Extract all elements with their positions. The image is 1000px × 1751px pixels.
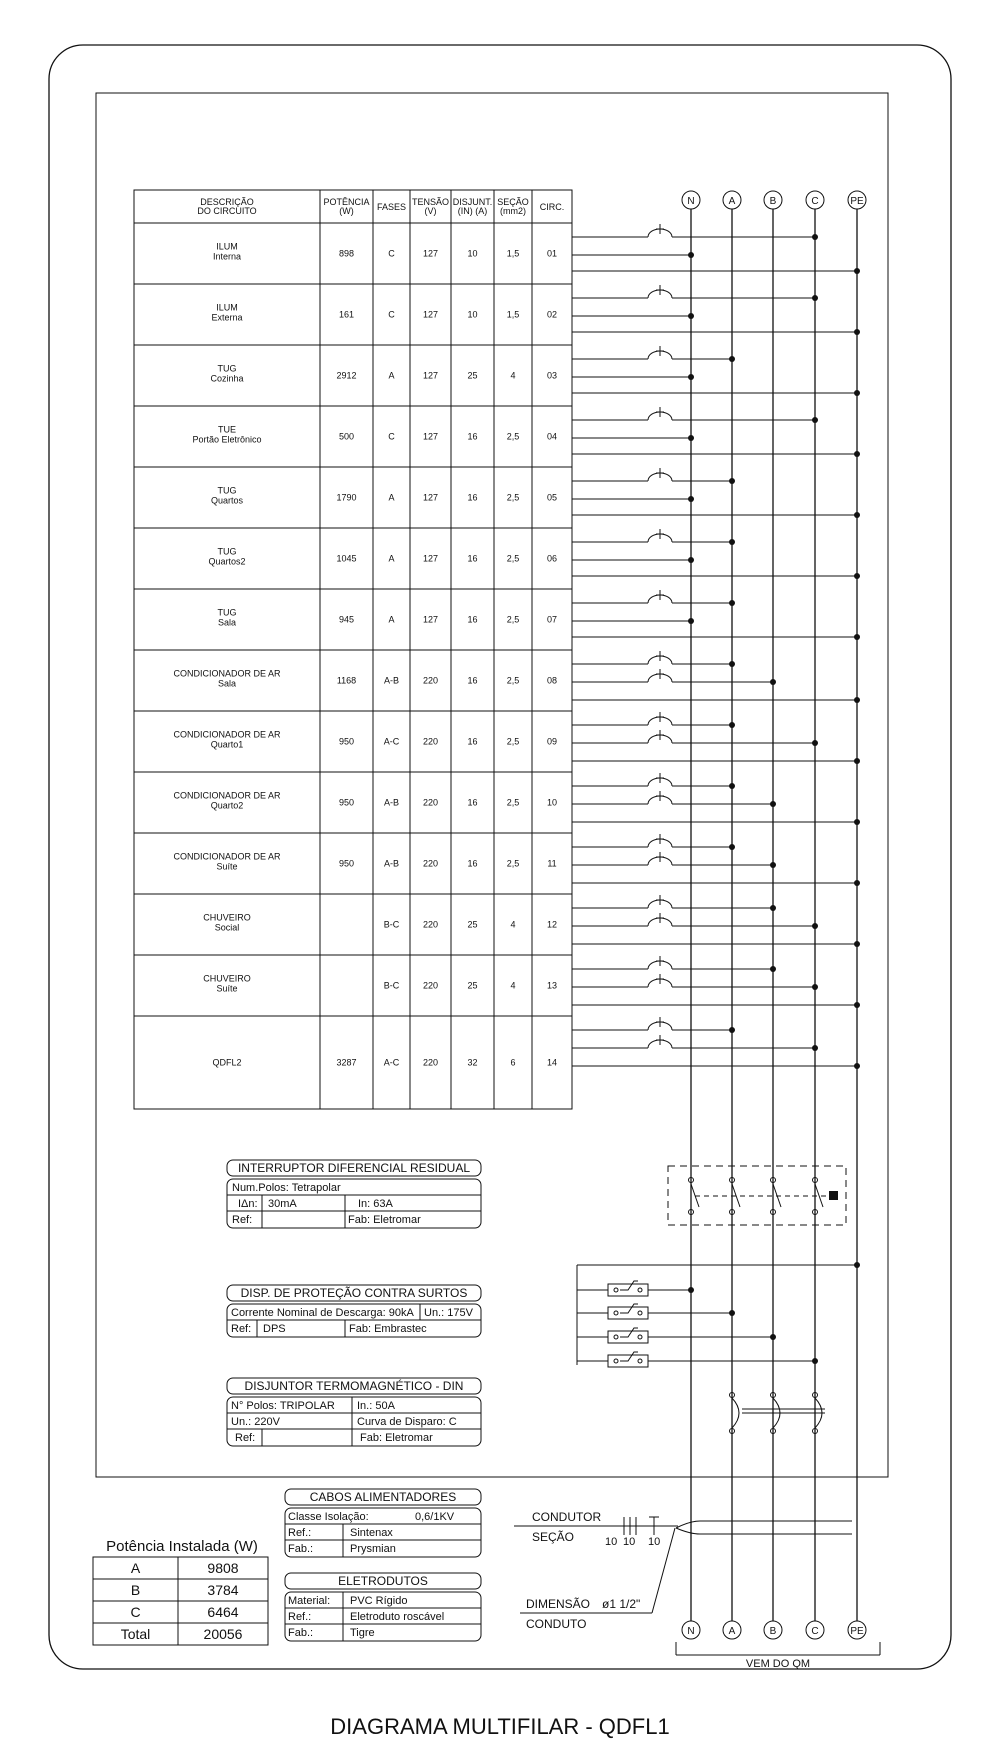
bus-label-top: B [769,196,777,207]
circuit-circ: 14 [546,1057,558,1068]
circuit-disj: 16 [467,675,478,686]
circuit-disj: 16 [467,736,478,747]
circuit-circ: 07 [546,614,558,625]
breaker-spec-box [227,1378,481,1446]
bus-junction [854,634,860,640]
cabos-ref: Sintenax [350,1527,393,1539]
table-header-l1: SEÇÃO [497,197,529,207]
breaker-arc [732,1398,739,1428]
circuit-tensao: 220 [422,1057,439,1068]
eletrodutos-fab: Tigre [350,1627,375,1639]
circuit-pot: 950 [338,858,355,869]
bus-junction [812,1358,818,1364]
cabos-spec-box [285,1489,481,1557]
bus-junction [729,600,735,606]
feeder-annotations [514,1510,880,1670]
circuit-secao: 2,5 [506,675,520,686]
table-header-l2: (IN) (A) [457,206,488,216]
potencia-fase: A [130,1560,141,1576]
circuit-desc-l2: Quartos2 [208,556,246,567]
bus-junction [812,740,818,746]
bus-junction [854,1262,860,1268]
circuit-desc-l2: Sala [217,678,237,689]
circuit-pot: 950 [338,736,355,747]
bus-label-bottom: N [687,1626,695,1637]
circuit-desc-l1: TUG [217,485,237,496]
circuit-fases: C [388,431,395,442]
circuit-desc-l2: Sala [217,617,237,628]
circuit-desc-l2: Cozinha [210,373,244,384]
circuit-pot: 898 [338,248,355,259]
circuit-desc-l2: Interna [212,251,242,262]
cabos-ref-label: Ref.: [288,1527,312,1539]
dps-terminal [638,1288,642,1292]
circuit-disj: 16 [467,614,478,625]
idr-in: In: 63A [358,1198,393,1210]
bus-junction [770,905,776,911]
bus-junction [812,417,818,423]
bus-junction [854,697,860,703]
circuit-tensao: 127 [422,614,439,625]
bus-junction [812,295,818,301]
circuit-desc-l2: Quarto1 [210,739,244,750]
circuit-secao: 4 [510,370,516,381]
bus-junction [688,1287,694,1293]
circuit-tensao: 220 [422,858,439,869]
circuit-disj: 25 [467,980,478,991]
bus-junction [729,1310,735,1316]
circuit-secao: 1,5 [506,248,520,259]
circuit-disj: 25 [467,370,478,381]
circuit-desc-l1: CONDICIONADOR DE AR [173,790,281,801]
idr-fab: Fab: Eletromar [348,1214,421,1226]
circuit-fases: A [388,370,395,381]
circuit-disj: 10 [467,309,478,320]
secao-size-2: 10 [623,1536,636,1548]
circuit-fases: A [388,614,395,625]
circuit-fases: A [388,553,395,564]
circuit-pot: 950 [338,797,355,808]
eletrodutos-ref: Eletroduto roscável [350,1611,445,1623]
dps-corrente: Corrente Nominal de Descarga: 90kA [231,1307,414,1319]
circuit-secao: 2,5 [506,858,520,869]
circuit-circ: 12 [546,919,558,930]
circuit-circ: 01 [546,248,558,259]
circuit-tensao: 220 [422,797,439,808]
circuit-fases: A-B [383,797,400,808]
dps-spec-box [227,1285,481,1337]
circuit-fases: A-C [383,1057,400,1068]
dps-ref: DPS [263,1323,286,1335]
table-header-l1: DISJUNT. [452,197,493,207]
bus-junction [729,661,735,667]
circuit-disj: 16 [467,797,478,808]
dps-terminal [614,1359,618,1363]
eletrodutos-spec-box [285,1573,481,1641]
potencia-instalada [93,1538,268,1645]
circuit-desc-l2: Suíte [216,983,238,994]
idr-polos: Num.Polos: Tetrapolar [232,1182,341,1194]
circuit-desc-l2: Externa [211,312,243,323]
table-header-l1: POTÊNCIA [323,197,370,207]
circuit-secao: 1,5 [506,309,520,320]
main-breaker-symbol [730,1393,826,1434]
circuit-secao: 6 [510,1057,516,1068]
circuit-secao: 2,5 [506,614,520,625]
dps-varistor [620,1304,638,1313]
bus-junction [854,329,860,335]
circuit-fases: A [388,492,395,503]
potencia-valor: 20056 [203,1626,243,1642]
cabos-fab: Prysmian [350,1543,396,1555]
circuit-pot: 161 [338,309,355,320]
bus-label-top: C [811,196,819,207]
bus-junction [729,783,735,789]
circuit-desc-l1: CHUVEIRO [203,912,251,923]
circuit-disj: 16 [467,858,478,869]
vem-do-qm-label: VEM DO QM [745,1658,811,1670]
dps-varistor [620,1352,638,1361]
bus-label-top: PE [850,196,864,207]
circuit-tensao: 127 [422,492,439,503]
circuit-desc-l1: ILUM [216,241,238,252]
idr-ref-label: Ref: [232,1214,253,1226]
bus-junction [770,862,776,868]
bus-junction [854,758,860,764]
circuit-desc-l1: CHUVEIRO [203,973,251,984]
circuit-circ: 11 [547,858,557,869]
circuit-fases: B-C [383,919,400,930]
bus-junction [688,618,694,624]
circuit-tensao: 127 [422,431,439,442]
circuit-desc-l1: ILUM [216,302,238,313]
eletrodutos-fab-label: Fab.: [288,1627,314,1639]
idr-idn-label: IΔn: [238,1198,258,1210]
bus-label-bottom: C [811,1626,819,1637]
bus-junction [770,966,776,972]
circuit-desc-l1: TUG [217,546,237,557]
breaker-un: Un.: 220V [231,1416,280,1428]
dps-symbols [577,1262,860,1367]
bus-junction [688,435,694,441]
circuit-desc-l1: QDFL2 [212,1057,242,1068]
bus-junction [854,880,860,886]
panel-frame [96,93,888,1477]
cabos-title: CABOS ALIMENTADORES [309,1490,457,1504]
dps-terminal [614,1335,618,1339]
table-header-l1: TENSÃO [411,197,450,207]
cabos-fab-label: Fab.: [288,1543,314,1555]
bus-junction [770,1334,776,1340]
circuit-disj: 16 [467,431,478,442]
breaker-curva: Curva de Disparo: C [357,1416,457,1428]
bus-junction [854,819,860,825]
breaker-polos: N° Polos: TRIPOLAR [231,1400,335,1412]
bus-junction [854,512,860,518]
dimensao-value: ø1 1/2" [602,1597,641,1611]
circuit-pot: 1045 [336,553,357,564]
idr-symbol [668,1166,846,1225]
circuit-desc-l1: TUG [217,363,237,374]
circuit-circ: 04 [546,431,558,442]
eletrodutos-material: PVC Rígido [350,1595,408,1607]
dps-varistor [620,1328,638,1337]
circuit-pot: 500 [338,431,355,442]
diagram-title: DIAGRAMA MULTIFILAR - QDFL1 [330,1714,670,1739]
bus-junction [812,1045,818,1051]
table-header-l2: DO CIRCUITO [197,206,257,216]
circuit-disj: 16 [467,492,478,503]
dps-fab: Fab: Embrastec [349,1323,427,1335]
bus-junction [812,923,818,929]
table-header-l2: (mm2) [500,206,526,216]
cabos-classe: 0,6/1KV [415,1511,455,1523]
circuit-desc-l1: CONDICIONADOR DE AR [173,668,281,679]
circuit-disj: 32 [467,1057,478,1068]
potencia-valor: 9808 [207,1560,239,1576]
idr-idn: 30mA [268,1198,297,1210]
bus-label-top: A [728,196,736,207]
circuit-tensao: 220 [422,675,439,686]
potencia-valor: 3784 [207,1582,239,1598]
bus-junction [729,478,735,484]
bus-junction [729,1027,735,1033]
circuit-fases: A-C [383,736,400,747]
circuit-pot: 3287 [336,1057,357,1068]
dps-varistor [620,1281,638,1290]
bus-junction [854,941,860,947]
circuit-circ: 02 [546,309,558,320]
breaker-title: DISJUNTOR TERMOMAGNÉTICO - DIN [244,1379,464,1393]
bus-junction [688,374,694,380]
circuit-disj: 25 [467,919,478,930]
bus-junction [770,801,776,807]
circuit-secao: 4 [510,919,516,930]
secao-label: SEÇÃO [532,1530,575,1544]
circuit-secao: 2,5 [506,553,520,564]
circuit-disj: 16 [467,553,478,564]
bus-junction [688,496,694,502]
bus-junction [688,557,694,563]
bus-junction [729,844,735,850]
circuit-tensao: 127 [422,248,439,259]
bus-junction [854,451,860,457]
bus-label-bottom: B [769,1626,777,1637]
circuit-secao: 4 [510,980,516,991]
circuit-desc-l2: Suíte [216,861,238,872]
potencia-fase: Total [120,1626,151,1642]
circuit-fases: C [388,309,395,320]
dps-terminal [638,1335,642,1339]
idr-spec-box [227,1160,481,1228]
dps-un: Un.: 175V [424,1307,473,1319]
bus-junction [854,268,860,274]
eletrodutos-title: ELETRODUTOS [338,1574,428,1588]
circuit-pot: 1168 [336,675,357,686]
conduto-label: CONDUTO [526,1617,587,1631]
bus-junction [729,722,735,728]
circuit-secao: 2,5 [506,492,520,503]
table-header-l1: CIRC. [539,202,565,212]
circuit-fases: A-B [383,675,400,686]
circuit-circ: 06 [546,553,558,564]
secao-size-3: 10 [648,1536,661,1548]
circuit-desc-l2: Quartos [210,495,244,506]
table-header-l2: (W) [339,206,354,216]
circuit-tensao: 220 [422,736,439,747]
bus-junction [729,356,735,362]
bus-junction [729,539,735,545]
circuit-desc-l1: TUG [217,607,237,618]
bus-wiring [572,191,866,1639]
circuit-circ: 10 [546,797,558,808]
bus-label-bottom: PE [850,1626,864,1637]
circuit-desc-l2: Quarto2 [210,800,244,811]
breaker-in: In.: 50A [357,1400,395,1412]
dps-terminal [638,1311,642,1315]
dps-ref-label: Ref: [231,1323,252,1335]
potencia-valor: 6464 [207,1604,239,1620]
dps-terminal [614,1311,618,1315]
dps-terminal [614,1288,618,1292]
potencia-fase: B [130,1582,141,1598]
bus-junction [770,679,776,685]
circuit-desc-l2: Social [214,922,240,933]
condutor-label: CONDUTOR [532,1510,602,1524]
eletrodutos-ref-label: Ref.: [288,1611,312,1623]
potencia-fase: C [130,1604,141,1620]
circuit-circ: 08 [546,675,558,686]
circuit-desc-l2: Portão Eletrônico [192,434,262,445]
circuit-fases: A-B [383,858,400,869]
circuit-desc-l1: CONDICIONADOR DE AR [173,851,281,862]
idr-title: INTERRUPTOR DIFERENCIAL RESIDUAL [237,1161,471,1175]
circuit-fases: B-C [383,980,400,991]
breaker-fab: Fab: Eletromar [360,1432,433,1444]
bus-junction [688,313,694,319]
table-header-l1: FASES [376,202,407,212]
cabos-classe-label: Classe Isolação: [288,1511,369,1523]
circuit-fases: C [388,248,395,259]
circuit-desc-l1: TUE [218,424,236,435]
bus-junction [812,984,818,990]
circuit-table [134,190,572,1109]
table-header-l1: DESCRIÇÃO [200,197,254,207]
dps-terminal [638,1359,642,1363]
circuit-pot: 1790 [336,492,357,503]
circuit-disj: 10 [467,248,478,259]
circuit-circ: 09 [546,736,558,747]
circuit-tensao: 220 [422,980,439,991]
circuit-pot: 2912 [336,370,357,381]
bus-junction [854,573,860,579]
circuit-tensao: 220 [422,919,439,930]
bus-junction [812,234,818,240]
circuit-secao: 2,5 [506,431,520,442]
bus-label-bottom: A [728,1626,736,1637]
breaker-ref-label: Ref: [235,1432,256,1444]
circuit-pot: 945 [338,614,355,625]
bus-junction [854,1063,860,1069]
table-header-l2: (V) [424,206,437,216]
dimensao-label: DIMENSÃO [526,1597,591,1611]
secao-size-1: 10 [605,1536,618,1548]
bus-junction [688,252,694,258]
circuit-tensao: 127 [422,309,439,320]
circuit-tensao: 127 [422,370,439,381]
potencia-title: Potência Instalada (W) [106,1538,258,1555]
circuit-circ: 03 [546,370,558,381]
circuit-circ: 13 [546,980,558,991]
bus-junction [854,390,860,396]
circuit-desc-l1: CONDICIONADOR DE AR [173,729,281,740]
eletrodutos-material-label: Material: [288,1595,331,1607]
idr-trip-block [829,1191,838,1200]
circuit-secao: 2,5 [506,797,520,808]
circuit-circ: 05 [546,492,558,503]
dps-title: DISP. DE PROTEÇÃO CONTRA SURTOS [240,1286,468,1300]
bus-junction [854,1002,860,1008]
bus-label-top: N [687,196,695,207]
circuit-secao: 2,5 [506,736,520,747]
circuit-tensao: 127 [422,553,439,564]
